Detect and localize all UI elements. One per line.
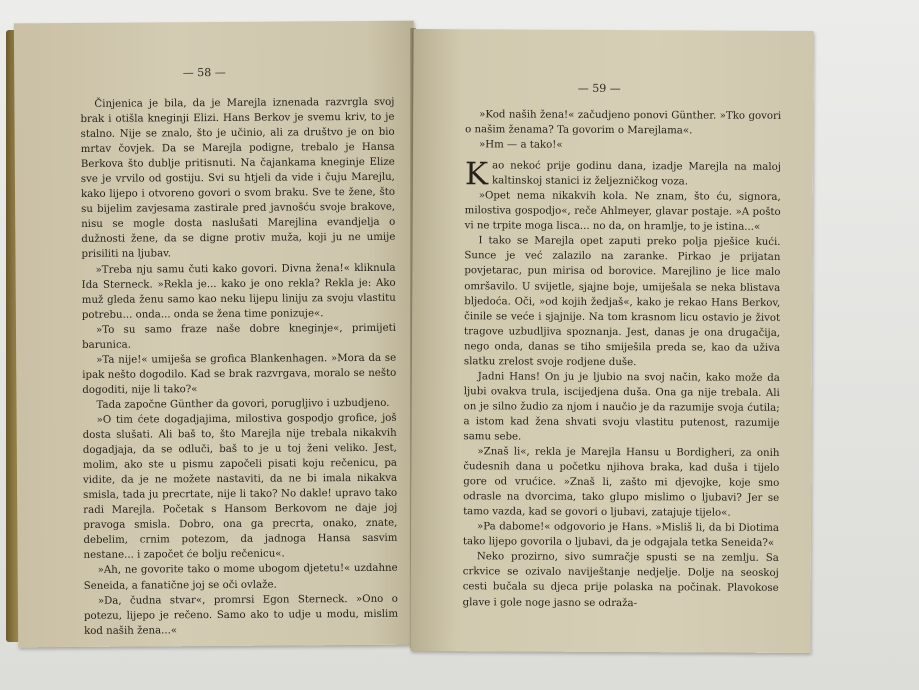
paragraph: »Opet nema nikakvih kola. Ne znam, što ću, signora, milostiva gospodjo«, reče Ahlmeyer, glavar postaje. »A pošto vi ne trpite moga lisca... no da, on hramlje, to je istina...« (464, 190, 781, 234)
right-page-text (463, 107, 782, 611)
paragraph: »O tim ćete dogadjajima, milostiva gospodjo grofice, još dosta slušati. Ali baš to, što Marejla nije trebala nikakvih dogadjaja, da se odluči, baš to je u toj ženi veliko. Jest, molim, ako ste u pismu započeli pisati koju rečenicu, pa vidite, da je ne možete nastaviti, da ne bi imala nikakva smisla, tada ju precrtate, nije li tako? No dakle! upravo tako radi Marejla. Početak s Hansom Berkovom ne daje joj pravoga smisla. Dobro, ona ga precrta, onako, znate, debelim, crnim potezom, da jadnoga Hansa sasvim nestane... i započet će bolju rečenicu«. (82, 412, 398, 562)
paragraph: »To su samo fraze naše dobre kneginje«, primijeti barunica. (82, 322, 397, 351)
paragraph: Jadni Hans! On ju je ljubio na svoj način, kako može da ljubi ovakva trula, iscijedjena duša. Ona ga nije trebala. Ali on je silno žudio za njom i naučio je da razumije svoja ćutila; a istom kad žena shvati svoju vlastitu putenost, razumije samu sebe. (463, 371, 780, 443)
left-page (14, 21, 418, 648)
paragraph: »Kod naših žena!« začudjeno ponovi Günther. »Tko govori o našim ženama? Ta govorim o Marejlama«. (465, 109, 782, 137)
right-page (410, 29, 813, 653)
open-book (6, 22, 812, 650)
paragraph: »Da, čudna stvar«, promrsi Egon Sterneck. »Ono o potezu, lijepo je rečeno. Samo ako to udje u modu, mislim kod naših žena...« (83, 593, 398, 637)
paragraph: »Pa dabome!« odgovorio je Hans. »Misliš li, da bi Diotima tako lijepo govorila o ljubavi, da je odgajala tetka Seneida?« (462, 521, 780, 550)
paragraph: »Treba nju samu čuti kako govori. Divna žena!« kliknula Ida Sterneck. »Rekla je... kako je ono rekla? Rekla je: Ako muž gleda ženu samo kao neku lijepu liniju za svoju vlastitu potrebu... onda... onda se žena time ponizuje«. (81, 262, 396, 321)
dropcap-paragraph-text: ao nekoć prije godinu dana, izadje Marejla na maloj kaltinskoj stanici iz željezničkog voza. (491, 160, 781, 188)
paragraph: I tako se Marejla opet zaputi preko polja pješice kući. Sunce je već zalazilo na zaranke. Pirkao je prijatan povjetarac, pun mirisa od borovice. Marejlino je lice malo omršavilo. U svijetle, sjajne boje, umiješala se neka blistava bljedoća. Oči, »od kojih žedjaš«, kako je rekao Hans Berkov, činile se veće i sjajnije. Na tom krasnom licu ostavio je život tragove uzbudljiva spoznanja. Jest, danas je ona drugačija, nego onda, danas se tiho smiješila preda se, kao da uživa slatku zrelost svoje rodjene duše. (463, 235, 781, 368)
paragraph: »Ah, ne govorite tako o mome ubogom djetetu!« uzdahne Seneida, a fanatične joj se oči ovlaže. (83, 563, 398, 592)
paragraph: Tada započne Günther da govori, porugljivo i uzbudjeno. (96, 397, 390, 411)
paragraph: Neko prozirno, sivo sumračje spusti se na zemlju. Sa crkvice se ozivalo naviještanje nedjelje. Dolje na seoskoj cesti bučala su djeca prije polaska na počinak. Plavokose glave i gole noge jasno se odraža- (462, 551, 779, 609)
paragraph: »Hm — a tako!« (478, 139, 563, 151)
left-page-number: — 58 — (182, 65, 226, 80)
paragraph: Činjenica je bila, da je Marejla iznenada razvrgla svoj brak i otišla kneginji Elizi. Hans Berkov je svemu kriv, to je stalno. Nije se znalo, što je učinio, ali za društvo je on bio mrtav čovjek. Da se Marejla podigne, trebalo je Hansa Berkova što dublje pritisnuti. Na čajankama kneginje Elize sve je vrvilo od gostiju. Svi su htjeli da vide i čuju Marejlu, kako lijepo i otvoreno govori o svom braku. Sve te žene, što su bijelim zavjesama zastirale pred javnošću svoje brakove, nisu se mogle dosta naslušati Marejlina evandjelja o dužnosti žene, da se digne protiv muža, koji ju ne umije prisiliti na ljubav. (80, 96, 396, 261)
right-page-number: — 59 — (577, 81, 621, 96)
left-page-text (80, 95, 398, 639)
dropcap-letter: K (464, 156, 489, 193)
paragraph: »Znaš li«, rekla je Marejla Hansu u Bordigheri, za onih čudesnih dana u početku njihova braka, kad duša i tijelo gore od vrućice. »Znaš li, zašto mi djevojke, koje smo odrasle na dvorcima, tako glupo mislimo o ljubavi? Jer se tamo vazda, kad se govori o ljubavi, zatajuje tijelo«. (463, 446, 780, 519)
paragraph: »Ta nije!« umiješa se grofica Blankenhagen. »Mora da se ipak nešto dogodilo. Kad se brak razvrgava, moralo se nešto dogoditi, nije li tako?« (82, 352, 397, 396)
dropcap-paragraph (464, 156, 781, 193)
